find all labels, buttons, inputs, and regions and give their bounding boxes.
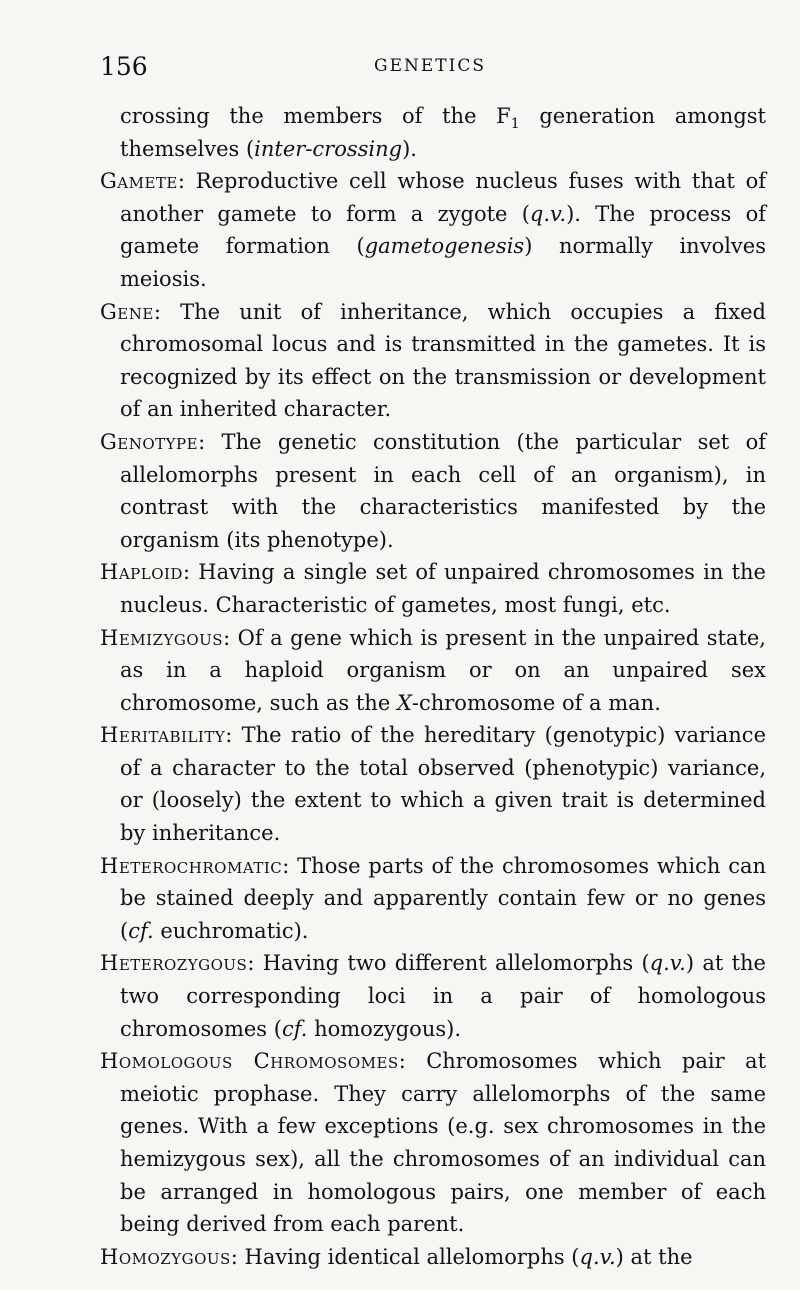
glossary-body: [100, 100, 766, 1273]
glossary-entry-gamete: Gamete: Reproductive cell whose nucleus fuses with that of another gamete to form a zygote (q.v.). The process of gamete formation (gametogenesis) normally involves meiosis.: [100, 169, 766, 291]
glossary-entry-heterozygous: Heterozygous: Having two different allelomorphs (q.v.) at the two corresponding loci in a pair of homologous chromosomes (cf. homozygous).: [100, 951, 766, 1041]
entry-term: Heterochromatic: [100, 853, 283, 878]
entry-term: Gene: [100, 299, 154, 324]
glossary-entry-heritability: Heritability: The ratio of the hereditary (genotypic) variance of a character to the total observed (phenotypic) variance, or (loosely) the extent to which a given trait is determined by inheritance.: [100, 723, 766, 846]
glossary-entry-homozygous: Homozygous: Having identical allelomorphs (q.v.) at the: [100, 1244, 693, 1269]
glossary-entry-hemizygous: Hemizygous: Of a gene which is present in the unpaired state, as in a haploid organism or on an unpaired sex chromosome, such as the X-chromosome of a man.: [100, 625, 766, 715]
glossary-entry-homologous-chromosomes: Homologous Chromosomes: Chromosomes which pair at meiotic prophase. They carry allelomorphs of the same genes. With a few exceptions (e.g. sex chromosomes in the hemizygous sex), all the chromosomes of an individual can be arranged in homologous pairs, one member of each being derived from each parent.: [100, 1049, 767, 1237]
glossary-entry-haploid: Haploid: Having a single set of unpaired chromosomes in the nucleus. Characteristic of gametes, most fungi, etc.: [100, 560, 766, 617]
entry-term: Gamete: [100, 169, 178, 194]
entry-term: Heterozygous: [100, 951, 248, 976]
glossary-entry-genotype: Genotype: The genetic constitution (the particular set of allelomorphs present in each cell of an organism), in contrast with the characteristics manifested by the organism (its phenotype).: [100, 429, 766, 552]
glossary-entry-heterochromatic: Heterochromatic: Those parts of the chromosomes which can be stained deeply and apparently contain few or no genes (cf. euchromatic).: [100, 853, 766, 943]
glossary-entry-continuation: crossing the members of the $F_1$ generation amongst themselves (inter-crossing).: [120, 104, 766, 161]
running-head: GENETICS: [374, 56, 486, 76]
page-number: 156: [100, 52, 148, 81]
entry-term: Homozygous: [100, 1244, 231, 1269]
entry-term: Genotype: [100, 429, 199, 454]
entry-term: Heritability: [100, 723, 226, 748]
entry-term: Hemizygous: [100, 625, 224, 650]
entry-term: Homologous Chromosomes: [100, 1049, 399, 1074]
entry-term: Haploid: [100, 560, 183, 585]
page-header: [100, 52, 760, 92]
glossary-entry-gene: Gene: The unit of inheritance, which occupies a fixed chromosomal locus and is transmitted in the gametes. It is recognized by its effect on the transmission or development of an inherited character.: [100, 299, 766, 422]
